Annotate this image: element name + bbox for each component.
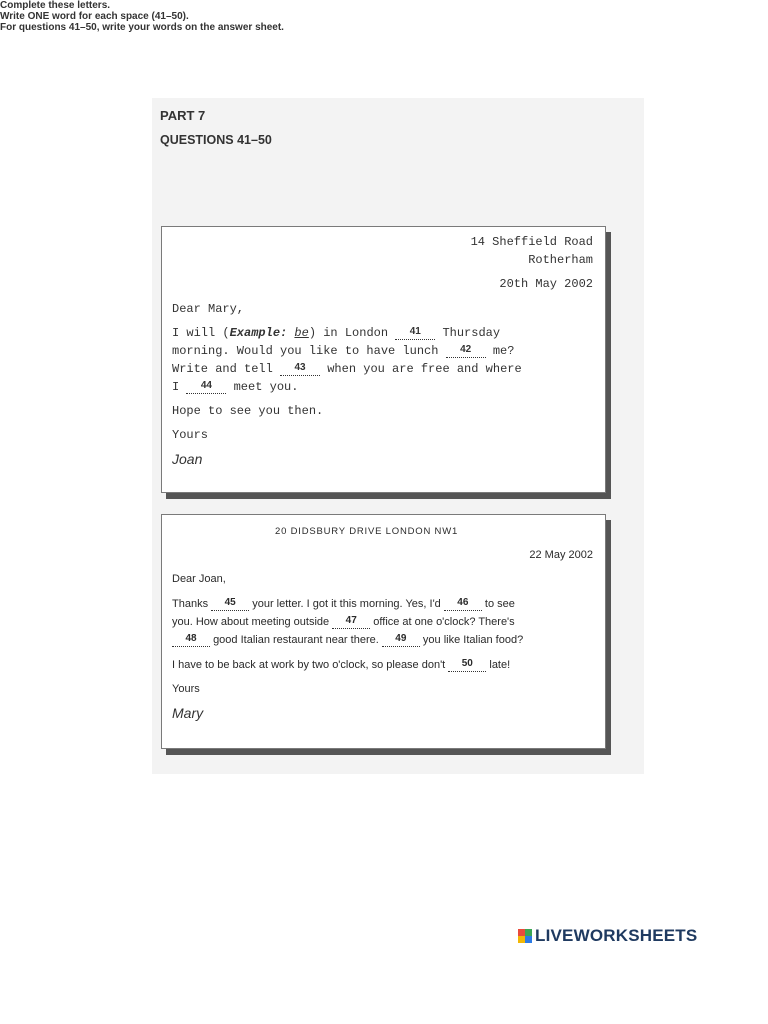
gap-49[interactable]: 49 bbox=[382, 636, 420, 647]
letter-greeting: Dear Joan, bbox=[172, 573, 226, 585]
gap-44[interactable]: 44 bbox=[186, 383, 226, 394]
letter-mary bbox=[161, 514, 606, 749]
gap-48[interactable]: 48 bbox=[172, 636, 210, 647]
signature-joan: Joan bbox=[172, 451, 203, 467]
logo-square-yellow bbox=[518, 936, 525, 943]
letter-text-line: 48 good Italian restaurant near there. 49 you like Italian food? bbox=[172, 634, 523, 647]
letter-text-line: I have to be back at work by two o'clock, so please don't 50 late! bbox=[172, 658, 511, 671]
gap-41[interactable]: 41 bbox=[395, 329, 435, 340]
gap-47[interactable]: 47 bbox=[332, 618, 370, 629]
example-answer: be bbox=[294, 326, 309, 340]
letter-greeting: Dear Mary, bbox=[172, 302, 245, 316]
sender-address-line-1: 14 Sheffield Road bbox=[470, 235, 593, 249]
instruction-line: For questions 41–50, write your words on the answer sheet. bbox=[0, 22, 284, 33]
letter-signoff: Yours bbox=[172, 683, 200, 695]
logo-square-green bbox=[525, 929, 532, 936]
gap-46[interactable]: 46 bbox=[444, 600, 482, 611]
logo-square-blue bbox=[525, 936, 532, 943]
letter-text-line: I 44 meet you. bbox=[172, 380, 299, 394]
liveworksheets-logo-text: LIVEWORKSHEETS bbox=[535, 926, 698, 945]
letter-text-line: Write and tell 43 when you are free and where bbox=[172, 362, 522, 376]
questions-heading: QUESTIONS 41–50 bbox=[160, 133, 272, 147]
gap-42[interactable]: 42 bbox=[446, 347, 486, 358]
liveworksheets-logo-icon bbox=[518, 929, 532, 943]
instruction-line: Complete these letters. bbox=[0, 0, 111, 11]
letter-text-line: Thanks 45 your letter. I got it this morning. Yes, I'd 46 to see bbox=[172, 597, 515, 610]
letter-date: 20th May 2002 bbox=[499, 277, 593, 291]
letter-text-line: morning. Would you like to have lunch 42 me? bbox=[172, 344, 515, 358]
signature-mary: Mary bbox=[172, 705, 204, 721]
part-heading: PART 7 bbox=[160, 108, 206, 123]
instruction-line: Write ONE word for each space (41–50). bbox=[0, 11, 189, 22]
sender-address: 20 DIDSBURY DRIVE LONDON NW1 bbox=[275, 526, 459, 537]
letter-signoff: Yours bbox=[172, 428, 209, 442]
gap-50[interactable]: 50 bbox=[448, 661, 486, 672]
letter-joan bbox=[161, 226, 606, 493]
letter-closing-line: Hope to see you then. bbox=[172, 404, 324, 418]
letter-date: 22 May 2002 bbox=[529, 549, 593, 561]
example-label: Example: bbox=[229, 326, 288, 340]
gap-45[interactable]: 45 bbox=[211, 600, 249, 611]
logo-square-red bbox=[518, 929, 525, 936]
liveworksheets-logo[interactable] bbox=[518, 926, 697, 946]
letter-text-line: you. How about meeting outside 47 office at one o'clock? There's bbox=[172, 615, 515, 628]
sender-address-line-2: Rotherham bbox=[528, 253, 593, 267]
letter-text-line: I will (Example: be) in London 41 Thursday bbox=[172, 326, 501, 340]
gap-43[interactable]: 43 bbox=[280, 365, 320, 376]
